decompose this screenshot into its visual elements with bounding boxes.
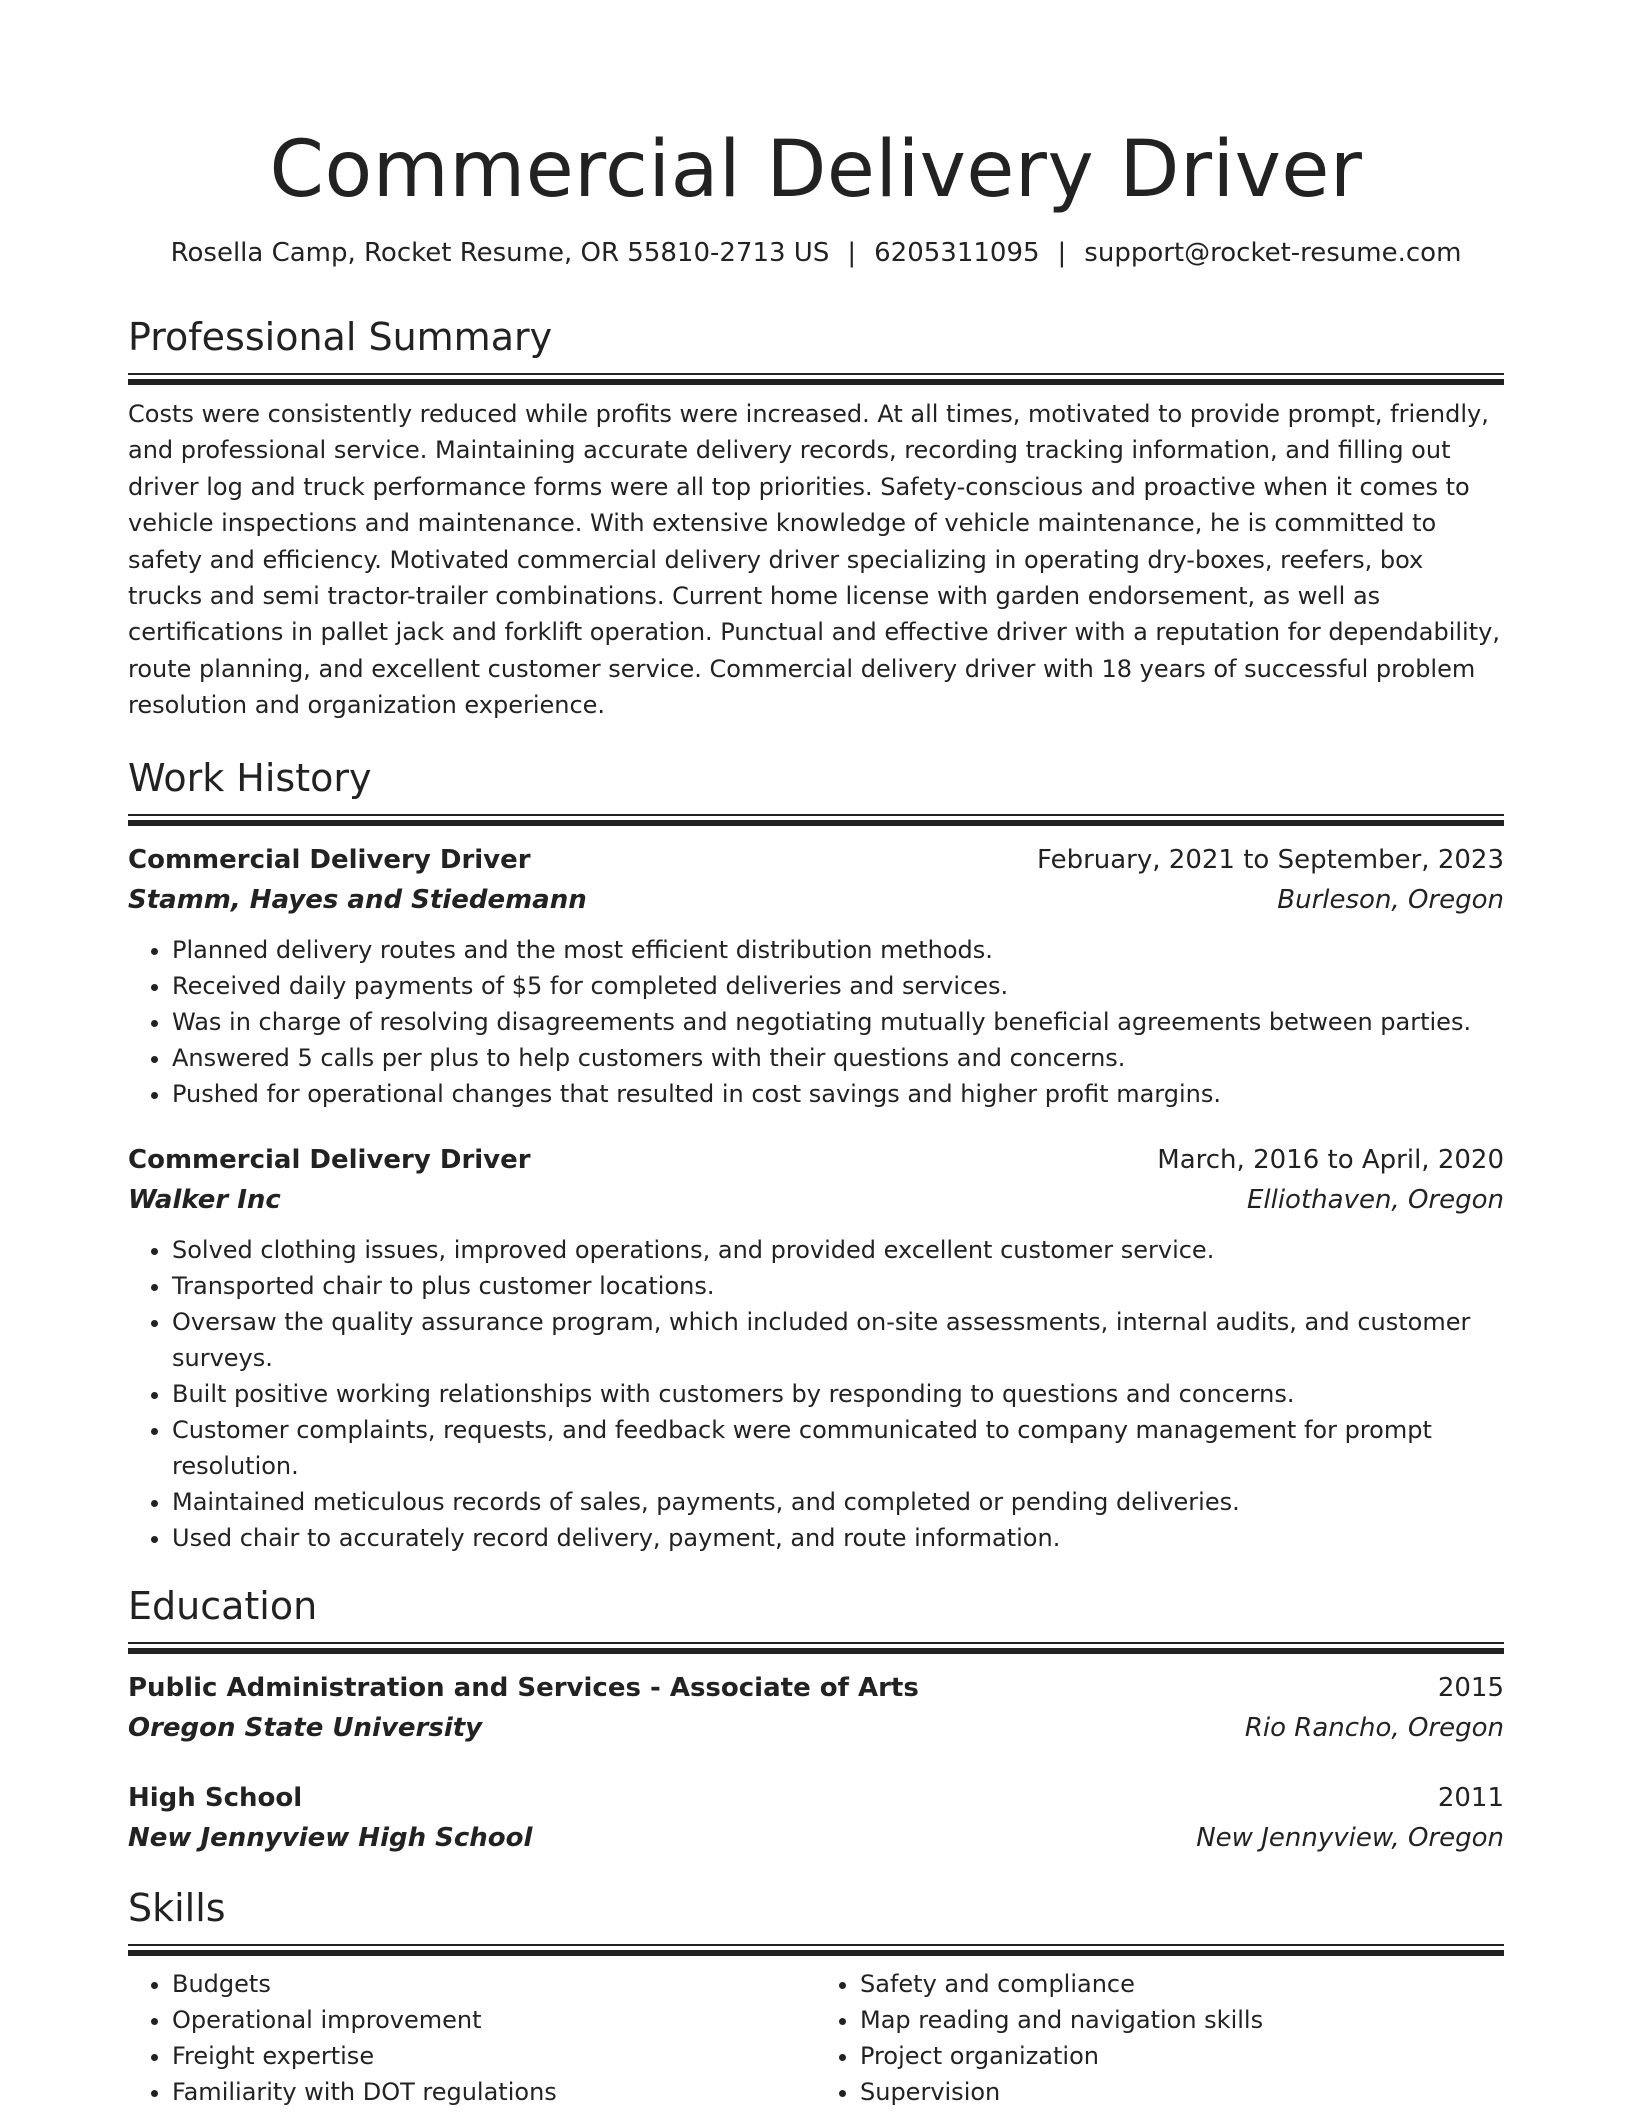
skills-list-right — [816, 1966, 1504, 2110]
list-item: • Freight expertise — [172, 2038, 816, 2074]
job-dates: February, 2021 to September, 2023 — [1037, 844, 1504, 875]
job-header-row — [128, 840, 1504, 880]
education-header-row — [128, 1668, 1504, 1708]
list-item: • Transported chair to plus customer locations. — [172, 1268, 1504, 1304]
education-location: Rio Rancho, Oregon — [1244, 1712, 1504, 1743]
list-item: • Was in charge of resolving disagreements and negotiating mutually beneficial agreements between parties. — [172, 1004, 1504, 1040]
job-company: Walker Inc — [128, 1184, 281, 1215]
section-divider — [128, 814, 1504, 826]
work-history-heading: Work History — [128, 755, 372, 800]
job-dates: March, 2016 to April, 2020 — [1157, 1144, 1504, 1175]
skills-heading: Skills — [128, 1885, 226, 1930]
list-item: • Safety and compliance — [860, 1966, 1504, 2002]
list-item: • Solved clothing issues, improved operations, and provided excellent customer service. — [172, 1232, 1504, 1268]
section-divider — [128, 1642, 1504, 1654]
list-item: • Maintained meticulous records of sales, payments, and completed or pending deliveries. — [172, 1484, 1504, 1520]
list-item: • Answered 5 calls per plus to help customers with their questions and concerns. — [172, 1040, 1504, 1076]
section-divider — [128, 1944, 1504, 1956]
education-degree: Public Administration and Services - Associate of Arts — [128, 1672, 919, 1703]
education-degree: High School — [128, 1782, 303, 1813]
education-year: 2015 — [1437, 1672, 1504, 1703]
list-item: • Project organization — [860, 2038, 1504, 2074]
list-item: • Map reading and navigation skills — [860, 2002, 1504, 2038]
summary-text: Costs were consistently reduced while profits were increased. At all times, motivated to provide prompt, friendly, and professional service. Maintaining accurate delivery records, recording tracking information, and filling out driver log and truck performance forms were all top priorities. Safety-conscious and proactive when it comes to vehicle inspections and maintenance. With extensive knowledge of vehicle maintenance, he is committed to safety and efficiency. Motivated commercial delivery driver specializing in operating dry-boxes, reefers, box trucks and semi tractor-trailer combinations. Current home license with garden endorsement, as well as certifications in pallet jack and forklift operation. Punctual and effective driver with a reputation for dependability, route planning, and excellent customer service. Commercial delivery driver with 18 years of successful problem resolution and organization experience. — [128, 400, 1500, 720]
list-item: • Received daily payments of $5 for completed deliveries and services. — [172, 968, 1504, 1004]
list-item: • Familiarity with DOT regulations — [172, 2074, 816, 2110]
job-bullets — [128, 1232, 1504, 1556]
job-company: Stamm, Hayes and Stiedemann — [128, 884, 587, 915]
list-item: • Pushed for operational changes that resulted in cost savings and higher profit margins. — [172, 1076, 1504, 1112]
job-company-row — [128, 1180, 1504, 1220]
education-location: New Jennyview, Oregon — [1196, 1822, 1504, 1853]
list-item: • Planned delivery routes and the most efficient distribution methods. — [172, 932, 1504, 968]
education-year: 2011 — [1437, 1782, 1504, 1813]
education-entry — [128, 1668, 1504, 1748]
summary-section — [128, 313, 1504, 724]
list-item: • Operational improvement — [172, 2002, 816, 2038]
section-divider — [128, 373, 1504, 385]
contact-email: support@rocket-resume.com — [1084, 238, 1462, 268]
job-header-row — [128, 1140, 1504, 1180]
resume-title: Commercial Delivery Driver — [269, 125, 1363, 215]
skills-section — [128, 1884, 1504, 2110]
education-entry — [128, 1778, 1504, 1858]
job-location: Burleson, Oregon — [1277, 884, 1504, 915]
education-section — [128, 1582, 1504, 1858]
contact-separator: | — [1057, 238, 1067, 268]
job-company-row — [128, 880, 1504, 920]
list-item: • Supervision — [860, 2074, 1504, 2110]
list-item: • Built positive working relationships with customers by responding to questions and concerns. — [172, 1376, 1504, 1412]
education-school: New Jennyview High School — [128, 1822, 533, 1853]
job-entry — [128, 840, 1504, 1112]
list-item: • Oversaw the quality assurance program, which included on-site assessments, internal audits, and customer surveys. — [172, 1304, 1504, 1376]
job-title: Commercial Delivery Driver — [128, 844, 531, 875]
education-school-row — [128, 1818, 1504, 1858]
list-item: • Budgets — [172, 1966, 816, 2002]
education-heading: Education — [128, 1583, 318, 1628]
skills-columns — [128, 1956, 1504, 2110]
education-header-row — [128, 1778, 1504, 1818]
list-item: • Customer complaints, requests, and feedback were communicated to company management for prompt resolution. — [172, 1412, 1504, 1484]
education-school: Oregon State University — [128, 1712, 483, 1743]
job-bullets — [128, 932, 1504, 1112]
job-title: Commercial Delivery Driver — [128, 1144, 531, 1175]
education-school-row — [128, 1708, 1504, 1748]
contact-phone: 6205311095 — [874, 238, 1040, 268]
job-entry — [128, 1140, 1504, 1556]
contact-address: Rosella Camp, Rocket Resume, OR 55810-2713 US — [170, 238, 830, 268]
skills-list-left — [128, 1966, 816, 2110]
list-item: • Used chair to accurately record delivery, payment, and route information. — [172, 1520, 1504, 1556]
work-history-section — [128, 754, 1504, 1556]
summary-heading: Professional Summary — [128, 315, 553, 359]
job-location: Elliothaven, Oregon — [1246, 1184, 1504, 1215]
contact-line — [128, 235, 1504, 271]
contact-separator: | — [847, 238, 857, 268]
